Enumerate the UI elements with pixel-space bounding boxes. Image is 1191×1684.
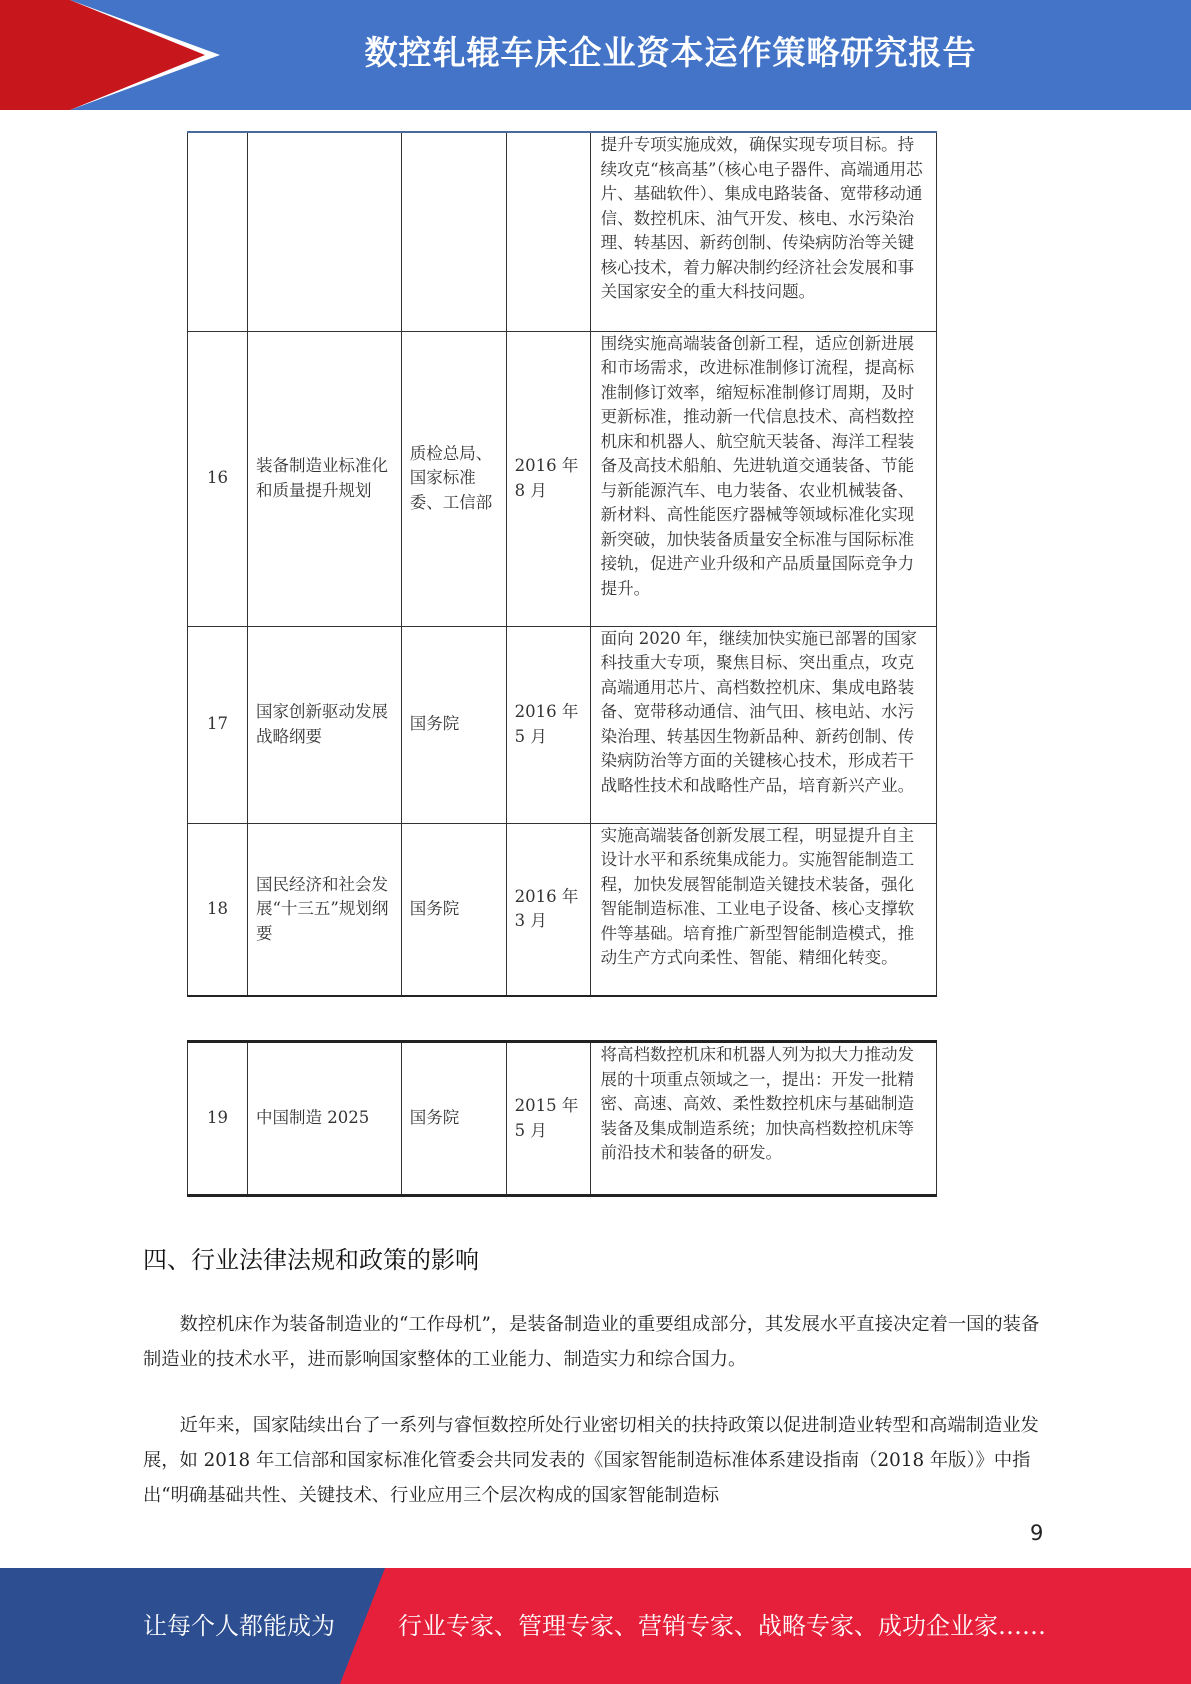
- policy-date: 2016 年 8 月: [506, 331, 590, 626]
- policy-table-continued: [187, 131, 937, 997]
- policy-name: 国民经济和社会发展“十三五”规划纲要: [247, 823, 401, 996]
- header-red-accent: [0, 0, 70, 110]
- report-title: 数控轧辊车床企业资本运作策略研究报告: [364, 33, 977, 72]
- policy-issuer: 国务院: [401, 1042, 506, 1196]
- footer-blue-slant: [340, 1568, 385, 1684]
- policy-date: 2015 年 5 月: [506, 1042, 590, 1196]
- policy-date: 2016 年 3 月: [506, 823, 590, 996]
- footer-slogan-right: 行业专家、管理专家、营销专家、战略专家、成功企业家……: [398, 1612, 1046, 1640]
- table-row: [188, 823, 937, 996]
- policy-issuer: 国务院: [401, 626, 506, 823]
- section-heading: 四、行业法律法规和政策的影响: [143, 1246, 479, 1274]
- policy-name: [247, 132, 401, 331]
- table-row: [188, 626, 937, 823]
- policy-table-next-page: [187, 1040, 937, 1197]
- policy-name: 国家创新驱动发展战略纲要: [247, 626, 401, 823]
- table-row: [188, 331, 937, 626]
- policy-date: 2016 年 5 月: [506, 626, 590, 823]
- row-number: [188, 132, 248, 331]
- paragraph: 近年来，国家陆续出台了一系列与睿恒数控所处行业密切相关的扶持政策以促进制造业转型和高端制造业发展，如 2018 年工信部和国家标准化管委会共同发表的《国家智能制造标准体系建设指南（2018 年版）》中指出“明确基础共性、关键技术、行业应用三个层次构成的国家智能制造标: [143, 1415, 1039, 1506]
- table-row: [188, 1042, 937, 1196]
- table-row: [188, 132, 937, 331]
- policy-content: 实施高端装备创新发展工程，明显提升自主设计水平和系统集成能力。实施智能制造工程，加快发展智能制造关键技术装备，强化智能制造标准、工业电子设备、核心支撑软件等基础。培育推广新型智能制造模式，推动生产方式向柔性、智能、精细化转变。: [590, 823, 936, 996]
- page-header: [0, 0, 1191, 110]
- policy-content: 提升专项实施成效，确保实现专项目标。持续攻克“核高基”（核心电子器件、高端通用芯片、基础软件）、集成电路装备、宽带移动通信、数控机床、油气开发、核电、水污染治理、转基因、新药创制、传染病防治等关键核心技术，着力解决制约经济社会发展和事关国家安全的重大科技问题。: [590, 132, 936, 331]
- policy-content: 将高档数控机床和机器人列为拟大力推动发展的十项重点领域之一，提出：开发一批精密、高速、高效、柔性数控机床与基础制造装备及集成制造系统；加快高档数控机床等前沿技术和装备的研发。: [590, 1042, 936, 1196]
- row-number: 17: [188, 626, 248, 823]
- row-number: 16: [188, 331, 248, 626]
- policy-content: 围绕实施高端装备创新工程，适应创新进展和市场需求，改进标准制修订流程，提高标准制修订效率，缩短标准制修订周期，及时更新标准，推动新一代信息技术、高档数控机床和机器人、航空航天装备、海洋工程装备及高技术船舶、先进轨道交通装备、节能与新能源汽车、电力装备、农业机械装备、新材料、高性能医疗器械等领域标准化实现新突破，加快装备质量安全标准与国际标准接轨，促进产业升级和产品质量国际竞争力提升。: [590, 331, 936, 626]
- row-number: 19: [188, 1042, 248, 1196]
- policy-issuer: 国务院: [401, 823, 506, 996]
- policy-date: [506, 132, 590, 331]
- policy-content: 面向 2020 年，继续加快实施已部署的国家科技重大专项，聚焦目标、突出重点，攻克高端通用芯片、高档数控机床、集成电路装备、宽带移动通信、油气田、核电站、水污染治理、转基因生物新品种、新药创制、传染病防治等方面的关键核心技术，形成若干战略性技术和战略性产品，培育新兴产业。: [590, 626, 936, 823]
- page-number: 9: [1030, 1521, 1044, 1545]
- policy-issuer: 质检总局、国家标准委、工信部: [401, 331, 506, 626]
- row-number: 18: [188, 823, 248, 996]
- footer-slogan-left: 让每个人都能成为: [143, 1612, 335, 1640]
- policy-issuer: [401, 132, 506, 331]
- paragraph: 数控机床作为装备制造业的“工作母机”，是装备制造业的重要组成部分，其发展水平直接决定着一国的装备制造业的技术水平，进而影响国家整体的工业能力、制造实力和综合国力。: [143, 1314, 1040, 1370]
- policy-name: 装备制造业标准化和质量提升规划: [247, 331, 401, 626]
- policy-name: 中国制造 2025: [247, 1042, 401, 1196]
- page-footer: [0, 1568, 1191, 1684]
